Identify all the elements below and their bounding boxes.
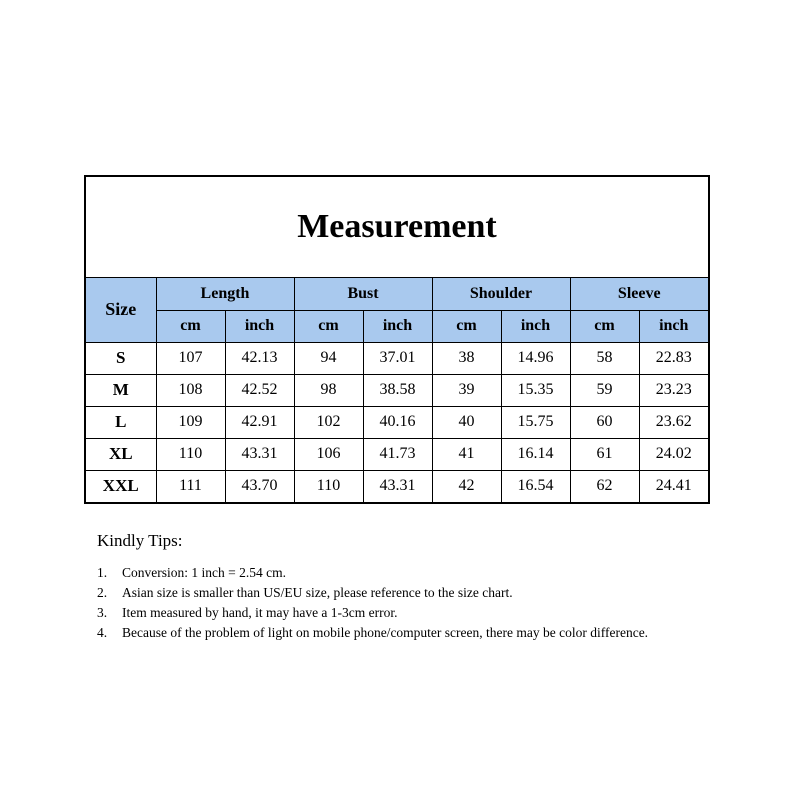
table-cell: 42.91 (225, 406, 294, 438)
chart-title: Measurement (86, 177, 708, 278)
table-cell: 43.31 (363, 470, 432, 502)
unit-header: cm (432, 310, 501, 342)
list-item (97, 583, 697, 603)
unit-header: inch (225, 310, 294, 342)
list-text: Conversion: 1 inch = 2.54 cm. (122, 565, 286, 580)
table-cell: 61 (570, 438, 639, 470)
table-cell: 107 (156, 342, 225, 374)
group-header-shoulder: Shoulder (432, 278, 570, 310)
list-text: Item measured by hand, it may have a 1-3cm error. (122, 605, 398, 620)
table-cell: 40 (432, 406, 501, 438)
table-row (86, 342, 708, 374)
table-cell: 24.02 (639, 438, 708, 470)
tips-section (97, 531, 697, 643)
table-cell: 111 (156, 470, 225, 502)
unit-header: cm (570, 310, 639, 342)
size-cell: S (86, 342, 156, 374)
table-cell: 98 (294, 374, 363, 406)
table-cell: 94 (294, 342, 363, 374)
table-row (86, 406, 708, 438)
table-cell: 43.31 (225, 438, 294, 470)
table-cell: 14.96 (501, 342, 570, 374)
table-cell: 58 (570, 342, 639, 374)
size-cell: L (86, 406, 156, 438)
table-cell: 23.23 (639, 374, 708, 406)
group-header-sleeve: Sleeve (570, 278, 708, 310)
table-cell: 41 (432, 438, 501, 470)
table-cell: 42.13 (225, 342, 294, 374)
unit-header-row (86, 310, 708, 342)
list-item (97, 563, 697, 583)
list-text: Because of the problem of light on mobile phone/computer screen, there may be color difference. (122, 625, 649, 640)
table-cell: 37.01 (363, 342, 432, 374)
tips-list (97, 563, 697, 643)
tips-title: Kindly Tips: (97, 531, 183, 550)
table-cell: 15.35 (501, 374, 570, 406)
list-item (97, 623, 697, 643)
table-cell: 40.16 (363, 406, 432, 438)
table-cell: 24.41 (639, 470, 708, 502)
group-header-row (86, 278, 708, 310)
size-cell: XXL (86, 470, 156, 502)
table-cell: 39 (432, 374, 501, 406)
table-row (86, 374, 708, 406)
table-cell: 106 (294, 438, 363, 470)
size-cell: M (86, 374, 156, 406)
table-cell: 59 (570, 374, 639, 406)
table-cell: 22.83 (639, 342, 708, 374)
unit-header: inch (639, 310, 708, 342)
table-cell: 42 (432, 470, 501, 502)
unit-header: cm (294, 310, 363, 342)
table-cell: 60 (570, 406, 639, 438)
unit-header: inch (363, 310, 432, 342)
size-chart (84, 175, 710, 504)
table-cell: 42.52 (225, 374, 294, 406)
table-cell: 43.70 (225, 470, 294, 502)
table-cell: 110 (156, 438, 225, 470)
list-text: Asian size is smaller than US/EU size, please reference to the size chart. (122, 585, 513, 600)
group-header-bust: Bust (294, 278, 432, 310)
unit-header: inch (501, 310, 570, 342)
list-item (97, 603, 697, 623)
group-header-length: Length (156, 278, 294, 310)
size-column-header: Size (86, 278, 156, 342)
table-cell: 16.14 (501, 438, 570, 470)
table-cell: 38.58 (363, 374, 432, 406)
table-row (86, 470, 708, 502)
table-cell: 41.73 (363, 438, 432, 470)
table-cell: 16.54 (501, 470, 570, 502)
table-cell: 23.62 (639, 406, 708, 438)
list-number: 2. (97, 585, 108, 600)
table-cell: 15.75 (501, 406, 570, 438)
table-cell: 108 (156, 374, 225, 406)
list-number: 1. (97, 565, 108, 580)
size-table (86, 278, 708, 502)
table-cell: 110 (294, 470, 363, 502)
size-cell: XL (86, 438, 156, 470)
list-number: 4. (97, 625, 108, 640)
list-number: 3. (97, 605, 108, 620)
table-cell: 38 (432, 342, 501, 374)
table-row (86, 438, 708, 470)
unit-header: cm (156, 310, 225, 342)
table-cell: 109 (156, 406, 225, 438)
table-cell: 102 (294, 406, 363, 438)
table-cell: 62 (570, 470, 639, 502)
